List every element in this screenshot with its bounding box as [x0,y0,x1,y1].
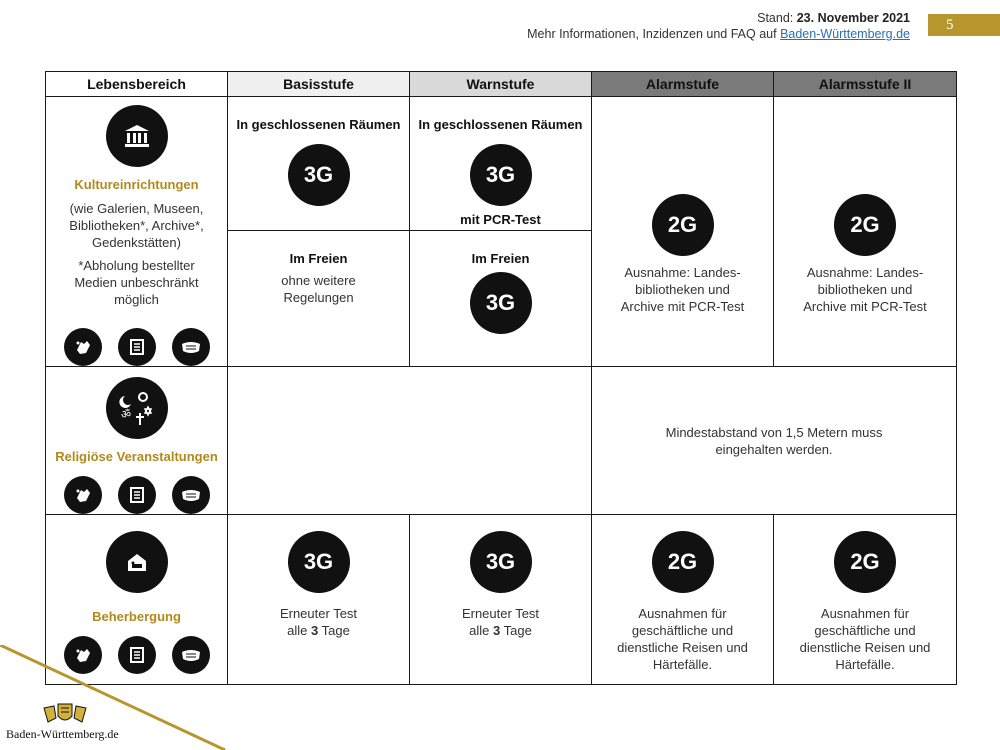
handwash-icon [64,328,102,366]
kultur-warn-cell [410,97,592,367]
header-info [527,10,910,42]
kultur-alarm2-rule: 2G [834,194,896,256]
kultur-warn-indoor-note: mit PCR-Test [460,212,541,227]
beherbergung-warn-rule: 3G [470,531,532,593]
religion-title: Religiöse Veranstaltungen [55,449,218,464]
col-header-basisstufe: Basisstufe [228,72,410,97]
kultur-alarm-text: Ausnahme: Landes-bibliotheken und Archive mit PCR-Test [620,265,745,314]
kultur-warn-indoor-rule: 3G [470,144,532,206]
beherbergung-alarm2-rule: 2G [834,531,896,593]
beherbergung-warn-text-a: Erneuter Test [461,606,540,621]
kultur-basis-indoor-rule: 3G [288,144,350,206]
beherbergung-warn-cell [410,515,592,685]
kultur-warn-outdoor-rule: 3G [470,272,532,334]
beherbergung-basis-rule: 3G [288,531,350,593]
kultur-alarm-cell [592,97,774,367]
mask-icon [172,328,210,366]
document-icon [118,476,156,514]
kultur-alarm2-text: Ausnahme: Landes-bibliotheken und Archive mit PCR-Test [803,265,927,314]
bed-icon [106,531,168,593]
beherbergung-title: Beherbergung [92,609,181,624]
kultur-warn-indoor-label: In geschlossenen Räumen [418,117,583,132]
beherbergung-basis-text-num: 3 [311,623,319,638]
religion-category-cell [46,367,228,515]
stand-label: Stand: [757,11,794,25]
page-number: 5 [928,14,1000,36]
kultur-hygiene-icons [46,328,227,366]
kultur-desc: (wie Galerien, Museen, Bibliotheken*, Archive*, Gedenkstätten) [69,201,204,250]
handwash-icon [64,476,102,514]
kultur-alarm-rule: 2G [652,194,714,256]
kultur-note: *Abholung bestellter Medien unbeschränkt möglich [74,258,199,307]
beherbergung-basis-text-b: alle [287,623,308,638]
kultur-category-cell [46,97,228,367]
beherbergung-warn-text-num: 3 [493,623,501,638]
religion-hygiene-icons [46,476,227,514]
beherbergung-warn-text-c: Tage [503,623,532,638]
kultur-basis-outdoor-label: Im Freien [289,251,348,266]
stand-date: 23. November 2021 [796,11,910,25]
religion-basis-warn-cell [228,367,592,515]
beherbergung-alarm-text: Ausnahmen für geschäftliche und dienstliche Reisen und Härtefälle. [617,606,748,672]
col-header-lebensbereich: Lebensbereich [46,72,228,97]
kultur-basis-indoor-label: In geschlossenen Räumen [236,117,401,132]
info-text: Mehr Informationen, Inzidenzen und FAQ auf [527,27,777,41]
kultur-basis-cell [228,97,410,367]
col-header-alarmstufe-2: Alarmsstufe II [774,72,957,97]
footer-site: Baden-Württemberg.de [6,727,119,741]
rules-table [45,71,957,685]
beherbergung-alarm-rule: 2G [652,531,714,593]
kultur-warn-outdoor-label: Im Freien [471,251,530,266]
kultur-basis-outdoor-text: ohne weitere Regelungen [281,273,356,305]
beherbergung-warn-text-b: alle [469,623,490,638]
beherbergung-basis-text-c: Tage [321,623,350,638]
beherbergung-alarm-cell [592,515,774,685]
kultur-alarm2-cell [774,97,957,367]
document-icon [118,328,156,366]
beherbergung-alarm2-text: Ausnahmen für geschäftliche und dienstliche Reisen und Härtefälle. [799,606,931,672]
religion-alarm-cell [592,367,957,515]
kultur-title: Kultureinrichtungen [74,177,199,192]
museum-icon [106,105,168,167]
col-header-alarmstufe: Alarmstufe [592,72,774,97]
beherbergung-basis-text-a: Erneuter Test [279,606,358,621]
col-header-warnstufe: Warnstufe [410,72,592,97]
religion-symbols-icon [106,377,168,439]
beherbergung-alarm2-cell [774,515,957,685]
info-link[interactable]: Baden-Württemberg.de [780,27,910,41]
religion-alarm-text: Mindestabstand von 1,5 Metern muss eingehalten werden. [665,424,883,457]
svg-text:ॐ: ॐ [120,408,131,421]
beherbergung-basis-cell [228,515,410,685]
mask-icon [172,476,210,514]
